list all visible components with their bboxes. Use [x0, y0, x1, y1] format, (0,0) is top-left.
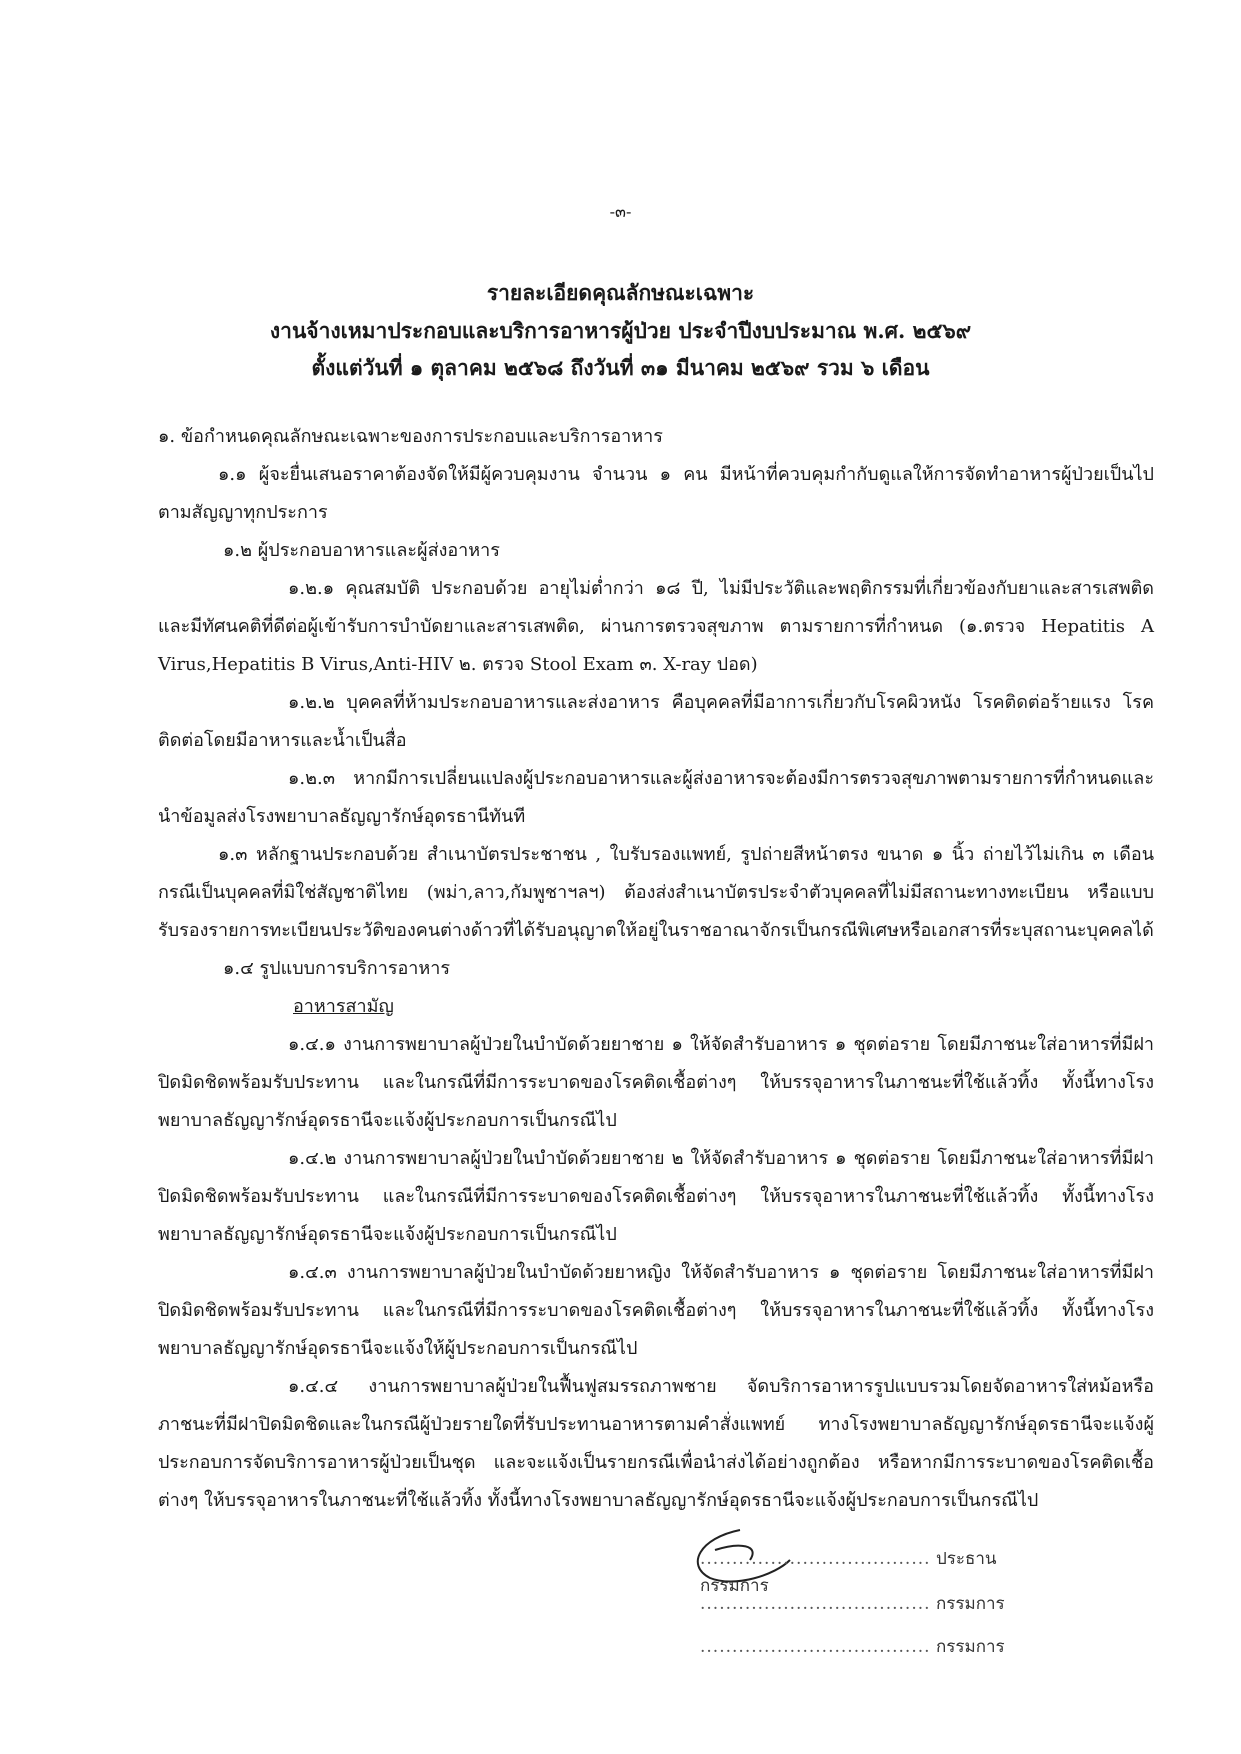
section-1-3: ๑.๓ หลักฐานประกอบด้วย สำเนาบัตรประชาชน , ใบรับรองแพทย์, รูปถ่ายสีหน้าตรง ขนาด ๑ นิ้ว ถ่ายไว้ไม่เกิน ๓ เดือน กรณีเป็นบุคคลที่มิใช่สัญชาติไทย (พม่า,ลาว,กัมพูชาฯลฯ) ต้องส่งสำเนาบัตรประจำตัวบุคคลที่ไม่มีสถานะทางทะเบียน หรือแบบรับรองรายการทะเบียนประวัติของคนต่างด้าวที่ได้รับอนุญาตให้อยู่ในราชอาณาจักรเป็นกรณีพิเศษหรือเอกสารที่ระบุสถานะบุคคลได้ — [158, 844, 1154, 941]
signature-line-member-1 — [700, 1590, 1060, 1617]
section-1-4-3: ๑.๔.๓ งานการพยาบาลผู้ป่วยในบำบัดด้วยยาหญิง ให้จัดสำรับอาหาร ๑ ชุดต่อราย โดยมีภาชนะใส่อาหารที่มีฝาปิดมิดชิดพร้อมรับประทาน และในกรณีที่มีการระบาดของโรคติดเชื้อต่างๆ ให้บรรจุอาหารในภาชนะที่ใช้แล้วทิ้ง ทั้งนี้ทางโรงพยาบาลธัญญารักษ์อุดรธานีจะแจ้งให้ผู้ประกอบการเป็นกรณีไป — [158, 1262, 1154, 1359]
section-1-4-2: ๑.๔.๒ งานการพยาบาลผู้ป่วยในบำบัดด้วยยาชาย ๒ ให้จัดสำรับอาหาร ๑ ชุดต่อราย โดยมีภาชนะใส่อาหารที่มีฝาปิดมิดชิดพร้อมรับประทาน และในกรณีที่มีการระบาดของโรคติดเชื้อต่างๆ ให้บรรจุอาหารในภาชนะที่ใช้แล้วทิ้ง ทั้งนี้ทางโรงพยาบาลธัญญารักษ์อุดรธานีจะแจ้งผู้ประกอบการเป็นกรณีไป — [158, 1148, 1154, 1245]
section-1-4-subheading: อาหารสามัญ — [293, 996, 394, 1017]
document-subtitle: งานจ้างเหมาประกอบและบริการอาหารผู้ป่วย ประจำปีงบประมาณ พ.ศ. ๒๕๖๙ — [269, 318, 972, 343]
section-1-4-1: ๑.๔.๑ งานการพยาบาลผู้ป่วยในบำบัดด้วยยาชาย ๑ ให้จัดสำรับอาหาร ๑ ชุดต่อราย โดยมีภาชนะใส่อาหารที่มีฝาปิดมิดชิดพร้อมรับประทาน และในกรณีที่มีการระบาดของโรคติดเชื้อต่างๆ ให้บรรจุอาหารในภาชนะที่ใช้แล้วทิ้ง ทั้งนี้ทางโรงพยาบาลธัญญารักษ์อุดรธานีจะแจ้งผู้ประกอบการเป็นกรณีไป — [158, 1034, 1154, 1131]
section-1-2-2: ๑.๒.๒ บุคคลที่ห้ามประกอบอาหารและส่งอาหาร คือบุคคลที่มีอาการเกี่ยวกับโรคผิวหนัง โรคติดต่อร้ายแรง โรคติดต่อโดยมีอาหารและน้ำเป็นสื่อ — [158, 692, 1154, 751]
member-2-label: กรรมการ — [935, 1637, 1005, 1657]
section-1-4-4: ๑.๔.๔ งานการพยาบาลผู้ป่วยในฟื้นฟูสมรรถภาพชาย จัดบริการอาหารรูปแบบรวมโดยจัดอาหารใส่หม้อหรือภาชนะที่มีฝาปิดมิดชิดและในกรณีผู้ป่วยรายใดที่รับประทานอาหารตามคำสั่งแพทย์ ทางโรงพยาบาลธัญญารักษ์อุดรธานีจะแจ้งผู้ประกอบการจัดบริการอาหารผู้ป่วยเป็นชุด และจะแจ้งเป็นรายกรณีเพื่อนำส่งได้อย่างถูกต้อง หรือหากมีการระบาดของโรคติดเชื้อต่างๆ ให้บรรจุอาหารในภาชนะที่ใช้แล้วทิ้ง ทั้งนี้ทางโรงพยาบาลธัญญารักษ์อุดรธานีจะแจ้งผู้ประกอบการเป็นกรณีไป — [158, 1376, 1154, 1511]
section-1-2-3: ๑.๒.๓ หากมีการเปลี่ยนแปลงผู้ประกอบอาหารและผู้ส่งอาหารจะต้องมีการตรวจสุขภาพตามรายการที่กำหนดและนำข้อมูลส่งโรงพยาบาลธัญญารักษ์อุดรธานีทันที — [158, 768, 1154, 827]
section-1-4-heading: ๑.๔ รูปแบบการบริการอาหาร — [223, 958, 451, 979]
signature-line-member-2 — [700, 1633, 1060, 1660]
section-1-heading: ๑. ข้อกำหนดคุณลักษณะเฉพาะของการประกอบและบริการอาหาร — [158, 426, 663, 447]
section-1-2-heading: ๑.๒ ผู้ประกอบอาหารและผู้ส่งอาหาร — [223, 540, 500, 561]
member-1-label: กรรมการ — [935, 1594, 1005, 1614]
document-body — [158, 418, 1154, 1520]
section-1-1: ๑.๑ ผู้จะยื่นเสนอราคาต้องจัดให้มีผู้ควบคุมงาน จำนวน ๑ คน มีหน้าที่ควบคุมกำกับดูแลให้การจัดทำอาหารผู้ป่วยเป็นไปตามสัญญาทุกประการ — [158, 464, 1154, 523]
signature-dots: .................................... — [700, 1637, 931, 1657]
chair-label: ประธานกรรมการ — [700, 1549, 997, 1596]
document-title: รายละเอียดคุณลักษณะเฉพาะ — [486, 280, 755, 305]
signature-dots: .................................... — [700, 1594, 931, 1614]
page-number: -๓- — [609, 202, 632, 221]
section-1-2-1: ๑.๒.๑ คุณสมบัติ ประกอบด้วย อายุไม่ต่ำกว่า ๑๘ ปี, ไม่มีประวัติและพฤติกรรมที่เกี่ยวข้องกับยาและสารเสพติด และมีทัศนคติที่ดีต่อผู้เข้ารับการบำบัดยาและสารเสพติด, ผ่านการตรวจสุขภาพ ตามรายการที่กำหนด (๑.ตรวจ Hepatitis A Virus,Hepatitis B Virus,Anti-HIV ๒. ตรวจ Stool Exam ๓. X-ray ปอด) — [158, 578, 1154, 675]
signature-dots: .................................... — [700, 1549, 931, 1569]
document-period: ตั้งแต่วันที่ ๑ ตุลาคม ๒๕๖๘ ถึงวันที่ ๓๑ มีนาคม ๒๕๖๙ รวม ๖ เดือน — [311, 355, 930, 380]
